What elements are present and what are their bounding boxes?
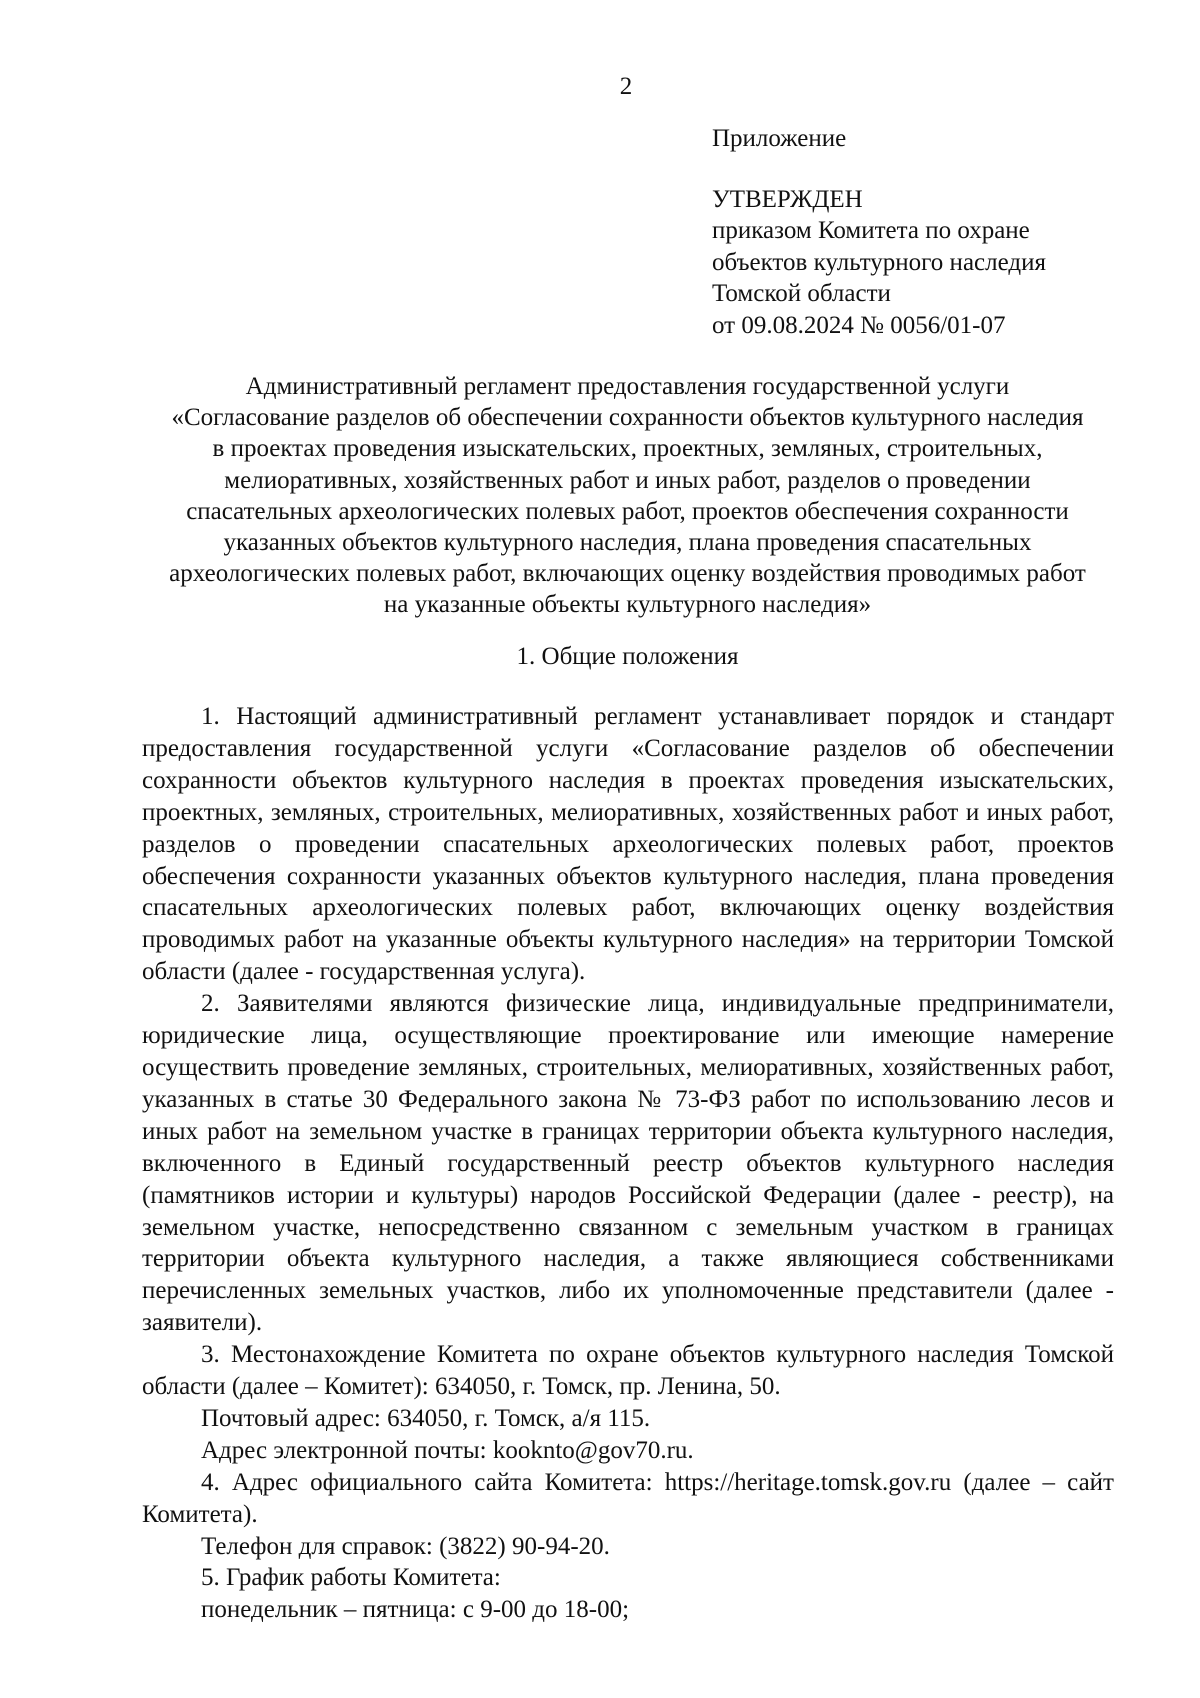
approval-line: приказом Комитета по охране bbox=[712, 217, 1030, 245]
paragraph: 2. Заявителями являются физические лица, индивидуальные предприниматели, юридические лица, осуществляющие проектирование или имеющие намерение осуществить проведение земляных, строительных, мелиоративных, хозяйственных работ, указанных в статье 30 Федерального закона № 73-ФЗ работ по использованию лесов и иных работ на земельном участке в границах территории объекта культурного наследия, включенного в Единый государственный реестр объектов культурного наследия (памятников истории и культуры) народов Российской Федерации (далее - реестр), на земельном участке, непосредственно связанном с земельным участком в границах территории объекта культурного наследия, а также являющиеся собственниками перечисленных земельных участков, либо их уполномоченные представители (далее - заявители). bbox=[142, 990, 1114, 1337]
paragraph: 5. График работы Комитета: bbox=[201, 1564, 501, 1592]
document-body bbox=[142, 701, 1114, 1626]
paragraph: 1. Настоящий административный регламент устанавливает порядок и стандарт предоставления государственной услуги «Согласование разделов об обеспечении сохранности объектов культурного наследия в проектах проведения изыскательских, проектных, земляных, строительных, мелиоративных, хозяйственных работ и иных работ, разделов о проведении спасательных археологических полевых работ, проектов обеспечения сохранности указанных объектов культурного наследия, плана проведения спасательных археологических полевых работ, включающих оценку воздействия проводимых работ на указанные объекты культурного наследия» на территории Томской области (далее - государственная услуга). bbox=[142, 703, 1114, 986]
approval-block bbox=[712, 184, 1046, 341]
paragraph: понедельник – пятница: с 9-00 до 18-00; bbox=[201, 1596, 630, 1624]
approval-line: Томской области bbox=[712, 280, 891, 308]
approval-line: объектов культурного наследия bbox=[712, 248, 1046, 276]
email-address-line: Адрес электронной почты: kooknto@gov70.ru. bbox=[201, 1436, 694, 1464]
document-title bbox=[140, 371, 1115, 621]
title-line: в проектах проведения изыскательских, проектных, земляных, строительных, bbox=[212, 435, 1043, 463]
page-number: 2 bbox=[619, 73, 633, 100]
paragraph: Почтовый адрес: 634050, г. Томск, а/я 115. bbox=[201, 1404, 651, 1432]
title-line: указанных объектов культурного наследия, плана проведения спасательных bbox=[223, 529, 1032, 557]
section-heading: 1. Общие положения bbox=[516, 643, 739, 670]
appendix-label: Приложение bbox=[712, 125, 847, 152]
title-line: «Согласование разделов об обеспечении сохранности объектов культурного наследия bbox=[171, 404, 1084, 432]
title-line: Административный регламент предоставления государственной услуги bbox=[245, 373, 1010, 400]
title-line: мелиоративных, хозяйственных работ и иных работ, разделов о проведении bbox=[224, 466, 1031, 494]
title-line: спасательных археологических полевых работ, проектов обеспечения сохранности bbox=[186, 497, 1069, 525]
website-line: 4. Адрес официального сайта Комитета: https://heritage.tomsk.gov.ru (далее – сайт Комитета). bbox=[142, 1468, 1114, 1528]
phone-line: Телефон для справок: (3822) 90-94-20. bbox=[201, 1532, 610, 1560]
approval-heading: УТВЕРЖДЕН bbox=[712, 186, 863, 213]
title-line: на указанные объекты культурного наследия» bbox=[383, 591, 872, 619]
paragraph: 3. Местонахождение Комитета по охране объектов культурного наследия Томской области (далее – Комитет): 634050, г. Томск, пр. Ленина, 50. bbox=[142, 1341, 1114, 1401]
title-line: археологических полевых работ, включающих оценку воздействия проводимых работ bbox=[169, 560, 1086, 588]
approval-line: от 09.08.2024 № 0056/01-07 bbox=[712, 311, 1006, 339]
